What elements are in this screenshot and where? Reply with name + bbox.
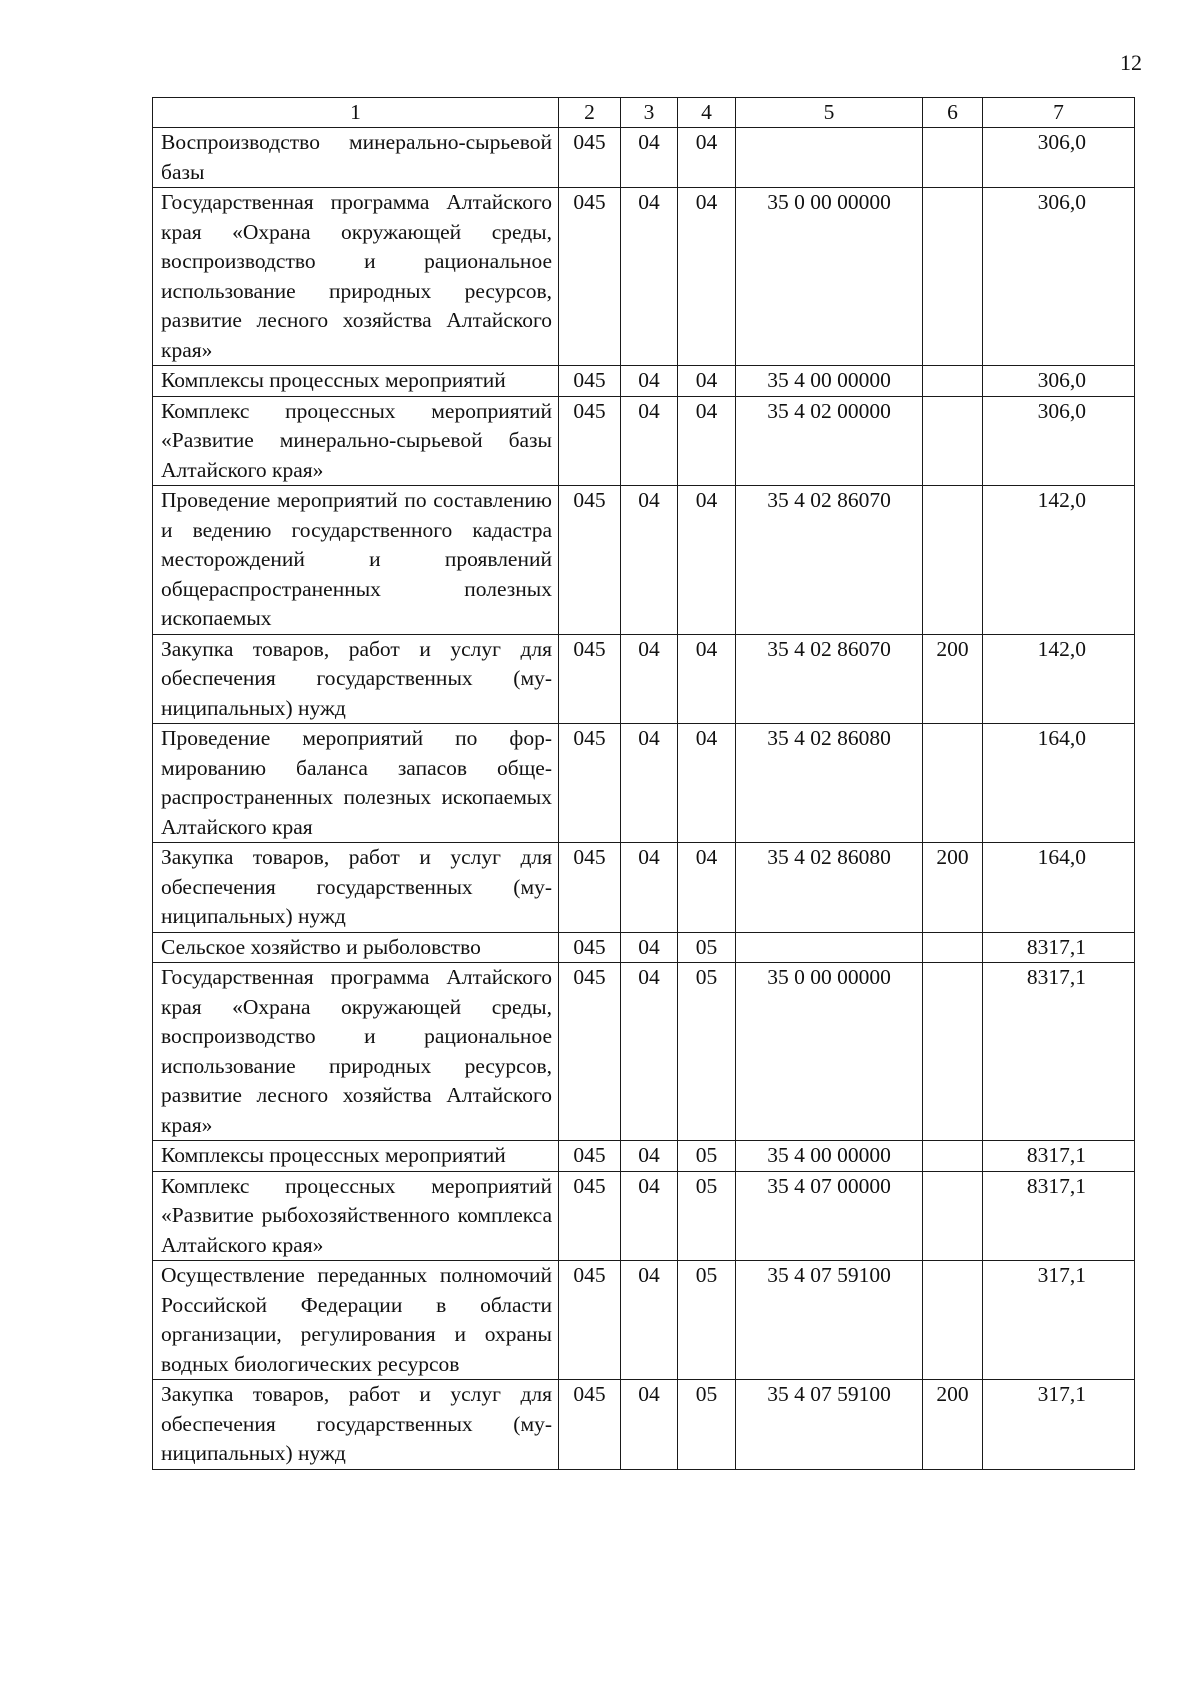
row-col4-cell: 04: [678, 396, 736, 486]
page-number: 12: [1120, 50, 1142, 75]
row-col2-cell: 045: [559, 396, 621, 486]
row-col3-cell: 04: [621, 932, 678, 963]
row-col2-cell: 045: [559, 963, 621, 1141]
row-col3-cell: 04: [621, 1171, 678, 1261]
row-col4-cell: 04: [678, 843, 736, 933]
row-name-cell: Государственная программа Алтайского края «Охрана окружающей среды, воспроизводство и рациональное использование природных ресурсов, развитие лесного хозяйства Алтайского края»: [153, 188, 559, 366]
header-col-3: 3: [621, 98, 678, 128]
table-row: [153, 932, 1135, 963]
row-col4-cell: 05: [678, 1141, 736, 1172]
row-name-cell: Осуществление переданных полномочий Российской Федерации в области организации, регулирования и охраны водных биологических ресурсов: [153, 1261, 559, 1380]
table-row: [153, 1261, 1135, 1380]
row-col4-cell: 04: [678, 634, 736, 724]
table-row: [153, 1171, 1135, 1261]
row-name-cell: Закупка товаров, работ и услуг для обеспечения государственных (муниципальных) нужд: [153, 1380, 559, 1470]
row-sum-cell: 306,0: [983, 188, 1135, 366]
row-col6-cell: 200: [923, 1380, 983, 1470]
row-col2-cell: 045: [559, 366, 621, 397]
row-code-cell: 35 4 07 59100: [736, 1261, 923, 1380]
row-col2-cell: 045: [559, 188, 621, 366]
table-row: [153, 486, 1135, 635]
row-code-cell: 35 4 00 00000: [736, 366, 923, 397]
header-col-2: 2: [559, 98, 621, 128]
row-col6-cell: [923, 396, 983, 486]
row-name-cell: Проведение мероприятий по формированию баланса запасов общераспространенных полезных ископаемых Алтайского края: [153, 724, 559, 843]
row-sum-cell: 317,1: [983, 1380, 1135, 1470]
row-sum-cell: 164,0: [983, 724, 1135, 843]
row-col4-cell: 05: [678, 1171, 736, 1261]
table-row: [153, 366, 1135, 397]
row-col4-cell: 04: [678, 724, 736, 843]
row-col3-cell: 04: [621, 1141, 678, 1172]
row-sum-cell: 8317,1: [983, 1141, 1135, 1172]
row-name-cell: Закупка товаров, работ и услуг для обеспечения государственных (муниципальных) нужд: [153, 843, 559, 933]
row-col3-cell: 04: [621, 634, 678, 724]
table-row: [153, 724, 1135, 843]
row-col2-cell: 045: [559, 1380, 621, 1470]
row-code-cell: 35 4 02 00000: [736, 396, 923, 486]
row-col4-cell: 05: [678, 1380, 736, 1470]
header-col-5: 5: [736, 98, 923, 128]
row-col4-cell: 04: [678, 188, 736, 366]
row-col6-cell: [923, 1141, 983, 1172]
row-col3-cell: 04: [621, 366, 678, 397]
row-col6-cell: [923, 188, 983, 366]
row-col3-cell: 04: [621, 486, 678, 635]
header-col-4: 4: [678, 98, 736, 128]
row-col6-cell: [923, 932, 983, 963]
row-sum-cell: 8317,1: [983, 1171, 1135, 1261]
row-col3-cell: 04: [621, 724, 678, 843]
row-col2-cell: 045: [559, 1141, 621, 1172]
row-col2-cell: 045: [559, 932, 621, 963]
row-col4-cell: 04: [678, 128, 736, 188]
row-col6-cell: 200: [923, 843, 983, 933]
row-col4-cell: 05: [678, 1261, 736, 1380]
row-col6-cell: [923, 724, 983, 843]
row-name-cell: Воспроизводство минерально-сырьевой базы: [153, 128, 559, 188]
row-code-cell: 35 0 00 00000: [736, 188, 923, 366]
table-row: [153, 634, 1135, 724]
row-col2-cell: 045: [559, 128, 621, 188]
row-col3-cell: 04: [621, 843, 678, 933]
row-name-cell: Комплексы процессных мероприятий: [153, 366, 559, 397]
row-code-cell: 35 4 02 86070: [736, 486, 923, 635]
row-col6-cell: [923, 963, 983, 1141]
row-col2-cell: 045: [559, 1261, 621, 1380]
row-name-cell: Комплекс процессных мероприятий «Развитие минерально-сырьевой базы Алтайского края»: [153, 396, 559, 486]
row-col3-cell: 04: [621, 1380, 678, 1470]
table-row: [153, 188, 1135, 366]
row-col6-cell: 200: [923, 634, 983, 724]
row-col4-cell: 05: [678, 963, 736, 1141]
row-code-cell: 35 4 02 86080: [736, 724, 923, 843]
header-row: [153, 98, 1135, 128]
row-code-cell: 35 0 00 00000: [736, 963, 923, 1141]
row-name-cell: Государственная программа Алтайского края «Охрана окружающей среды, воспроизводство и рациональное использование природных ресурсов, развитие лесного хозяйства Алтайского края»: [153, 963, 559, 1141]
row-name-cell: Закупка товаров, работ и услуг для обеспечения государственных (муниципальных) нужд: [153, 634, 559, 724]
row-name-cell: Комплекс процессных мероприятий «Развитие рыбохозяйственного комплекса Алтайского края»: [153, 1171, 559, 1261]
row-col6-cell: [923, 1171, 983, 1261]
row-col6-cell: [923, 1261, 983, 1380]
row-code-cell: 35 4 02 86070: [736, 634, 923, 724]
row-name-cell: Проведение мероприятий по составлению и ведению государственного кадастра месторождений и проявлений общераспространенных полезных ископаемых: [153, 486, 559, 635]
row-code-cell: 35 4 02 86080: [736, 843, 923, 933]
row-col3-cell: 04: [621, 188, 678, 366]
row-col3-cell: 04: [621, 963, 678, 1141]
row-code-cell: 35 4 07 00000: [736, 1171, 923, 1261]
table-row: [153, 843, 1135, 933]
row-col2-cell: 045: [559, 843, 621, 933]
table-row: [153, 128, 1135, 188]
row-col6-cell: [923, 366, 983, 397]
row-sum-cell: 142,0: [983, 486, 1135, 635]
table-body: [153, 128, 1135, 1470]
row-col3-cell: 04: [621, 396, 678, 486]
row-sum-cell: 306,0: [983, 366, 1135, 397]
row-sum-cell: 306,0: [983, 128, 1135, 188]
row-code-cell: [736, 932, 923, 963]
row-name-cell: Сельское хозяйство и рыболовство: [153, 932, 559, 963]
row-col2-cell: 045: [559, 486, 621, 635]
row-code-cell: [736, 128, 923, 188]
table-row: [153, 963, 1135, 1141]
row-col2-cell: 045: [559, 724, 621, 843]
budget-table: [152, 97, 1135, 1470]
row-col2-cell: 045: [559, 634, 621, 724]
row-col4-cell: 04: [678, 366, 736, 397]
row-col2-cell: 045: [559, 1171, 621, 1261]
table-row: [153, 1141, 1135, 1172]
header-col-1: 1: [153, 98, 559, 128]
row-sum-cell: 8317,1: [983, 963, 1135, 1141]
row-sum-cell: 306,0: [983, 396, 1135, 486]
header-col-6: 6: [923, 98, 983, 128]
table-row: [153, 1380, 1135, 1470]
row-sum-cell: 142,0: [983, 634, 1135, 724]
row-sum-cell: 317,1: [983, 1261, 1135, 1380]
row-col6-cell: [923, 128, 983, 188]
row-col6-cell: [923, 486, 983, 635]
table-row: [153, 396, 1135, 486]
row-name-cell: Комплексы процессных мероприятий: [153, 1141, 559, 1172]
row-col3-cell: 04: [621, 1261, 678, 1380]
row-sum-cell: 8317,1: [983, 932, 1135, 963]
row-col3-cell: 04: [621, 128, 678, 188]
header-col-7: 7: [983, 98, 1135, 128]
row-sum-cell: 164,0: [983, 843, 1135, 933]
row-code-cell: 35 4 07 59100: [736, 1380, 923, 1470]
row-col4-cell: 05: [678, 932, 736, 963]
row-col4-cell: 04: [678, 486, 736, 635]
row-code-cell: 35 4 00 00000: [736, 1141, 923, 1172]
